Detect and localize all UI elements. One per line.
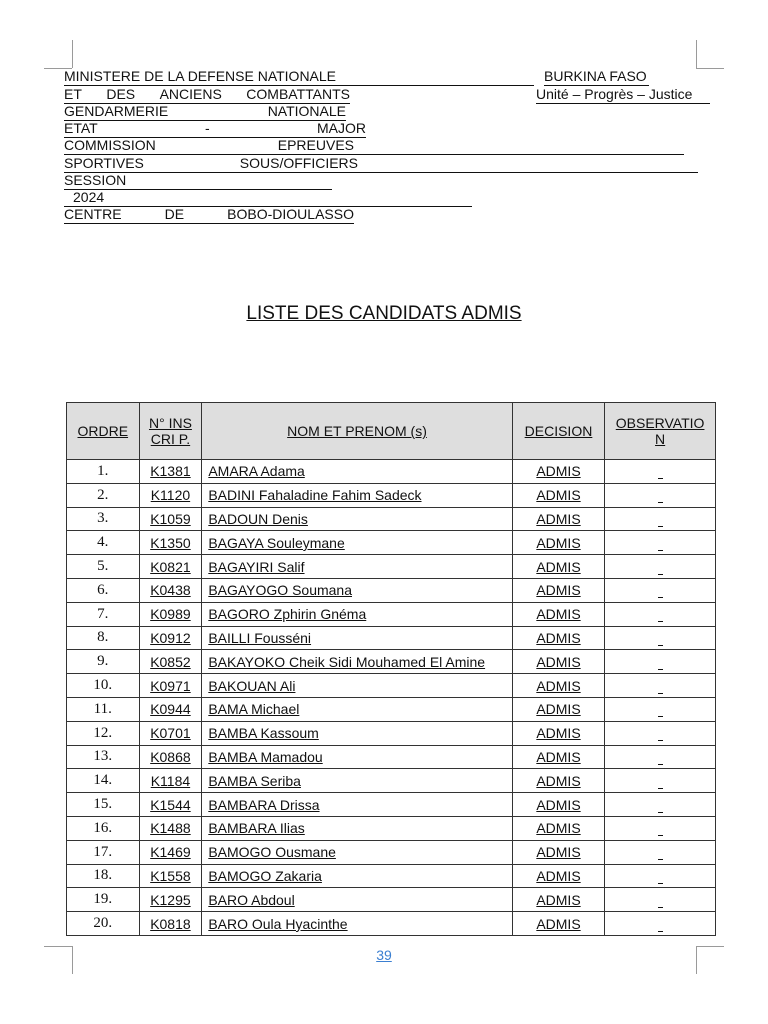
row-order: 11. [67,697,140,721]
row-observation [605,483,716,507]
row-order: 15. [67,793,140,817]
row-inscription: K0438 [139,578,202,602]
row-decision: ADMIS [512,769,605,793]
row-order: 7. [67,602,140,626]
row-name: BADINI Fahaladine Fahim Sadeck [202,483,512,507]
row-observation [605,864,716,888]
row-observation [605,697,716,721]
crop-mark [696,40,697,68]
observation-blank-mark [658,849,663,860]
header-inscription: N° INSCRI P. [139,403,202,460]
header-sportives: SPORTIVES SOUS/OFFICIERS [64,155,698,173]
row-observation [605,769,716,793]
observation-blank-mark [658,516,663,527]
row-name: BAILLI Fousséni [202,626,512,650]
header-ordre: ORDRE [67,403,140,460]
row-inscription: K1381 [139,460,202,484]
row-order: 2. [67,483,140,507]
row-name: BAMOGO Zakaria [202,864,512,888]
header-name: NOM ET PRENOM (s) [202,403,512,460]
row-order: 10. [67,674,140,698]
row-name: BARO Oula Hyacinthe [202,912,512,936]
row-observation [605,555,716,579]
row-inscription: K0852 [139,650,202,674]
page-number: 39 [376,947,392,963]
header-decision: DECISION [512,403,605,460]
row-name: AMARA Adama [202,460,512,484]
observation-blank-mark [658,659,663,670]
table-row [67,840,716,864]
table-row [67,460,716,484]
row-observation [605,816,716,840]
row-order: 18. [67,864,140,888]
row-order: 13. [67,745,140,769]
row-observation [605,460,716,484]
row-inscription: K0701 [139,721,202,745]
row-decision: ADMIS [512,697,605,721]
header-etat-major: ETAT - MAJOR [64,120,366,136]
row-observation [605,674,716,698]
row-name: BAMBA Mamadou [202,745,512,769]
row-name: BAGORO Zphirin Gnéma [202,602,512,626]
row-decision: ADMIS [512,840,605,864]
observation-blank-mark [658,754,663,765]
observation-blank-mark [658,468,663,479]
row-decision: ADMIS [512,650,605,674]
header-year: 2024 [64,189,472,207]
row-decision: ADMIS [512,864,605,888]
table-row [67,555,716,579]
row-inscription: K0971 [139,674,202,698]
header-ministry: MINISTERE DE LA DEFENSE NATIONALE [64,68,534,86]
table-row [67,912,716,936]
row-order: 17. [67,840,140,864]
row-observation [605,650,716,674]
table-row [67,602,716,626]
row-name: BAGAYIRI Salif [202,555,512,579]
row-decision: ADMIS [512,507,605,531]
row-name: BAMBA Seriba [202,769,512,793]
admitted-candidates-table [66,402,716,936]
row-inscription: K1184 [139,769,202,793]
row-inscription: K0912 [139,626,202,650]
row-observation [605,507,716,531]
row-observation [605,912,716,936]
row-decision: ADMIS [512,626,605,650]
row-inscription: K1469 [139,840,202,864]
page-title: LISTE DES CANDIDATS ADMIS [246,303,522,324]
row-decision: ADMIS [512,674,605,698]
row-inscription: K1558 [139,864,202,888]
row-name: BARO Abdoul [202,888,512,912]
row-decision: ADMIS [512,602,605,626]
row-order: 19. [67,888,140,912]
row-name: BADOUN Denis [202,507,512,531]
table-row [67,578,716,602]
table-row [67,888,716,912]
crop-mark [696,68,724,69]
header-veterans: ET DES ANCIENS COMBATTANTS [64,86,350,102]
row-decision: ADMIS [512,745,605,769]
observation-blank-mark [658,492,663,503]
row-order: 16. [67,816,140,840]
row-inscription: K0989 [139,602,202,626]
row-order: 20. [67,912,140,936]
table-row [67,507,716,531]
row-order: 9. [67,650,140,674]
observation-blank-mark [658,778,663,789]
row-name: BAMBARA Ilias [202,816,512,840]
row-decision: ADMIS [512,721,605,745]
row-observation [605,531,716,555]
observation-blank-mark [658,706,663,717]
observation-blank-mark [658,564,663,575]
row-observation [605,793,716,817]
row-inscription: K0818 [139,912,202,936]
observation-blank-mark [658,802,663,813]
header-commission: COMMISSION EPREUVES [64,137,684,155]
row-decision: ADMIS [512,912,605,936]
header-country: BURKINA FASO [544,68,649,86]
row-order: 14. [67,769,140,793]
row-inscription: K1059 [139,507,202,531]
row-decision: ADMIS [512,460,605,484]
row-name: BAMBA Kassoum [202,721,512,745]
observation-blank-mark [658,587,663,598]
row-observation [605,888,716,912]
row-decision: ADMIS [512,483,605,507]
row-decision: ADMIS [512,816,605,840]
observation-blank-mark [658,897,663,908]
table-row [67,793,716,817]
row-inscription: K0821 [139,555,202,579]
row-inscription: K1350 [139,531,202,555]
header-observation: OBSERVATIO N [605,403,716,460]
table-row [67,864,716,888]
row-name: BAGAYOGO Soumana [202,578,512,602]
row-order: 4. [67,531,140,555]
row-inscription: K1544 [139,793,202,817]
header-session: SESSION [64,172,332,190]
row-name: BAMBARA Drissa [202,793,512,817]
row-order: 1. [67,460,140,484]
table-row [67,745,716,769]
row-inscription: K1295 [139,888,202,912]
crop-mark [72,40,73,68]
row-inscription: K0868 [139,745,202,769]
table-row [67,650,716,674]
table-row [67,531,716,555]
row-decision: ADMIS [512,793,605,817]
row-inscription: K1488 [139,816,202,840]
row-observation [605,840,716,864]
table-row [67,769,716,793]
row-name: BAMA Michael [202,697,512,721]
table-row [67,721,716,745]
header-gendarmerie: GENDARMERIE NATIONALE [64,103,346,119]
row-observation [605,578,716,602]
row-inscription: K1120 [139,483,202,507]
table-row [67,626,716,650]
row-name: BAKAYOKO Cheik Sidi Mouhamed El Amine [202,650,512,674]
row-observation [605,721,716,745]
table-row [67,674,716,698]
row-name: BAKOUAN Ali [202,674,512,698]
row-observation [605,626,716,650]
table-row [67,483,716,507]
observation-blank-mark [658,730,663,741]
observation-blank-mark [658,825,663,836]
row-inscription: K0944 [139,697,202,721]
observation-blank-mark [658,921,663,932]
row-order: 6. [67,578,140,602]
table-header-row [67,403,716,460]
row-decision: ADMIS [512,578,605,602]
row-observation [605,745,716,769]
observation-blank-mark [658,635,663,646]
row-order: 8. [67,626,140,650]
row-name: BAGAYA Souleymane [202,531,512,555]
observation-blank-mark [658,540,663,551]
row-decision: ADMIS [512,531,605,555]
row-order: 12. [67,721,140,745]
observation-blank-mark [658,683,663,694]
row-name: BAMOGO Ousmane [202,840,512,864]
row-order: 3. [67,507,140,531]
observation-blank-mark [658,873,663,884]
table-row [67,816,716,840]
row-decision: ADMIS [512,555,605,579]
row-observation [605,602,716,626]
row-decision: ADMIS [512,888,605,912]
observation-blank-mark [658,611,663,622]
row-order: 5. [67,555,140,579]
header-centre: CENTRE DE BOBO-DIOULASSO [64,206,354,222]
table-row [67,697,716,721]
header-motto: Unité – Progrès – Justice [536,86,710,104]
